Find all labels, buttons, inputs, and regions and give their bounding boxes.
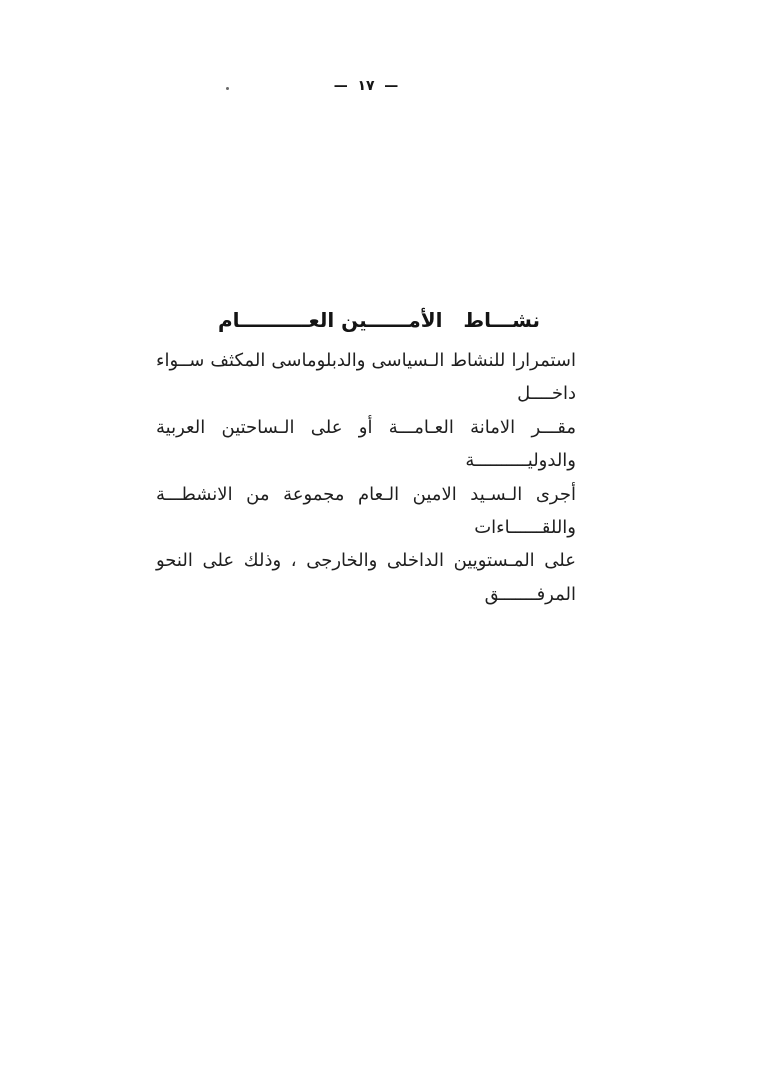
body-text-block [156, 344, 576, 611]
body-line-3: أجرى الـسـيد الامين الـعام مجموعة من الانشطـــة واللقــــــاءات [156, 483, 576, 539]
page-number: — ١٧ — [333, 78, 399, 94]
page-title: نشـــاط الأمــــــين العــــــــــام [218, 308, 540, 332]
body-line-4: على المـستويين الداخلى والخارجى ، وذلك على النحو المرفـــــــق [156, 550, 576, 605]
body-line-1: استمرارا للنشاط الـسياسى والدبلوماسى المكثف ســواء داخــــل [156, 350, 576, 405]
body-line-2: مقـــر الامانة العـامـــة أو على الـساحتين العربية والدوليــــــــــة [156, 416, 576, 472]
